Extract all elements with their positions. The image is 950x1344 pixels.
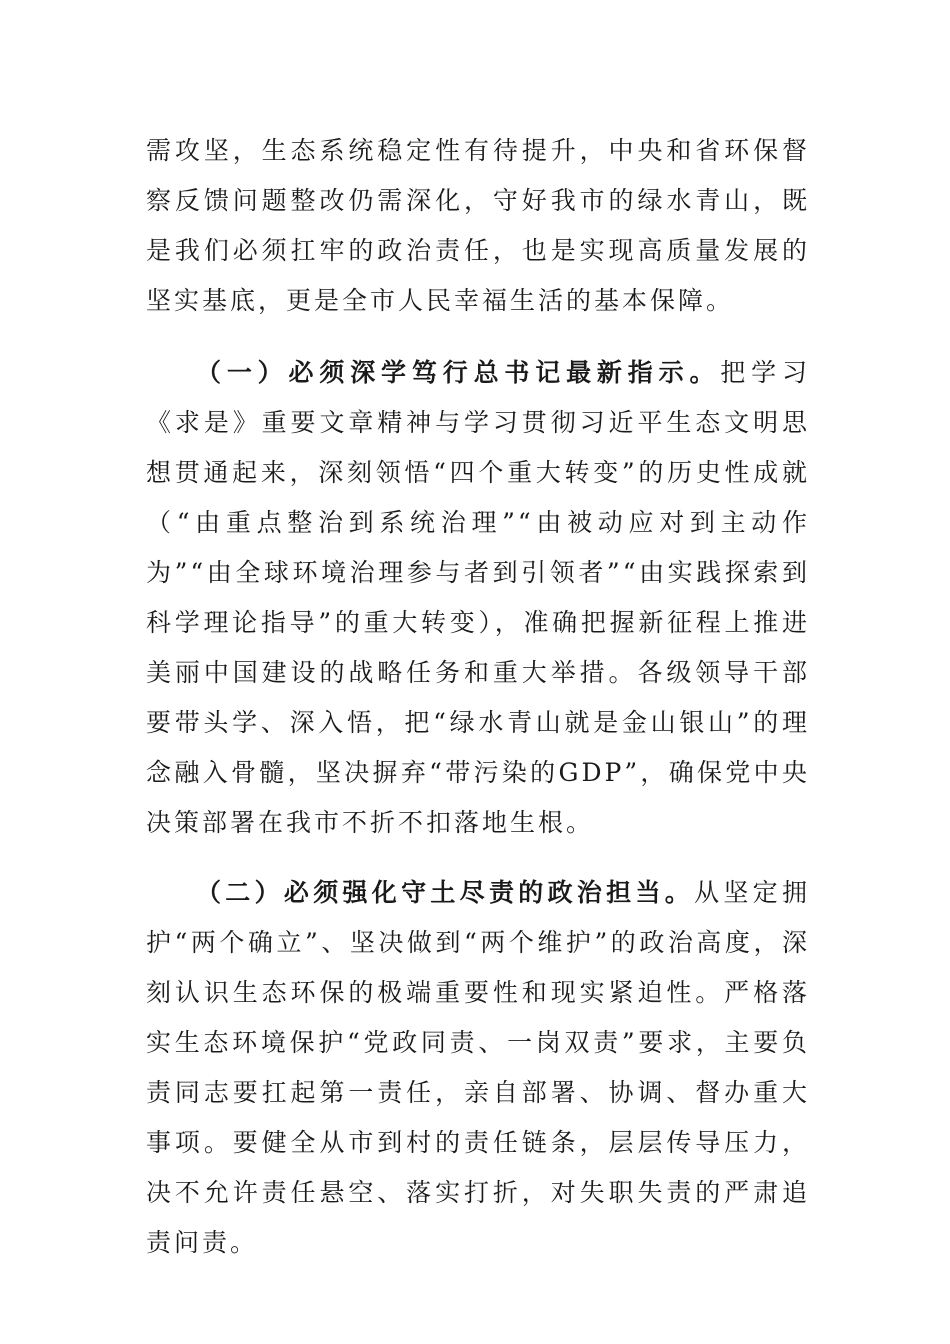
section-heading: （一）必须深学笃行总书记最新指示。 — [196, 358, 721, 387]
paragraph-text: 从坚定拥护“两个确立”、坚决做到“两个维护”的政治高度，深刻认识生态环保的极端重要性和现实紧迫性。严格落实生态环境保护“党政同责、一岗双责”要求，主要负责同志要扛起第一责任，亲自部署、协调、督办重大事项。要健全从市到村的责任链条，层层传导压力，决不允许责任悬空、落实打折，对失职失责的严肃追责问责。 — [146, 878, 810, 1257]
paragraph-section-2 — [146, 868, 810, 1268]
paragraph-intro — [146, 126, 810, 326]
document-body — [146, 126, 810, 1288]
paragraph-section-1 — [146, 348, 810, 848]
paragraph-text: 需攻坚，生态系统稳定性有待提升，中央和省环保督察反馈问题整改仍需深化，守好我市的绿水青山，既是我们必须扛牢的政治责任，也是实现高质量发展的坚实基底，更是全市人民幸福生活的基本保障。 — [146, 136, 810, 315]
paragraph-text: 把学习《求是》重要文章精神与学习贯彻习近平生态文明思想贯通起来，深刻领悟“四个重大转变”的历史性成就（“由重点整治到系统治理”“由被动应对到主动作为”“由全球环境治理参与者到引领者”“由实践探索到科学理论指导”的重大转变），准确把握新征程上推进美丽中国建设的战略任务和重大举措。各级领导干部要带头学、深入悟，把“绿水青山就是金山银山”的理念融入骨髓，坚决摒弃“带污染的GDP”，确保党中央决策部署在我市不折不扣落地生根。 — [146, 358, 810, 837]
section-heading: （二）必须强化守土尽责的政治担当。 — [196, 878, 695, 907]
